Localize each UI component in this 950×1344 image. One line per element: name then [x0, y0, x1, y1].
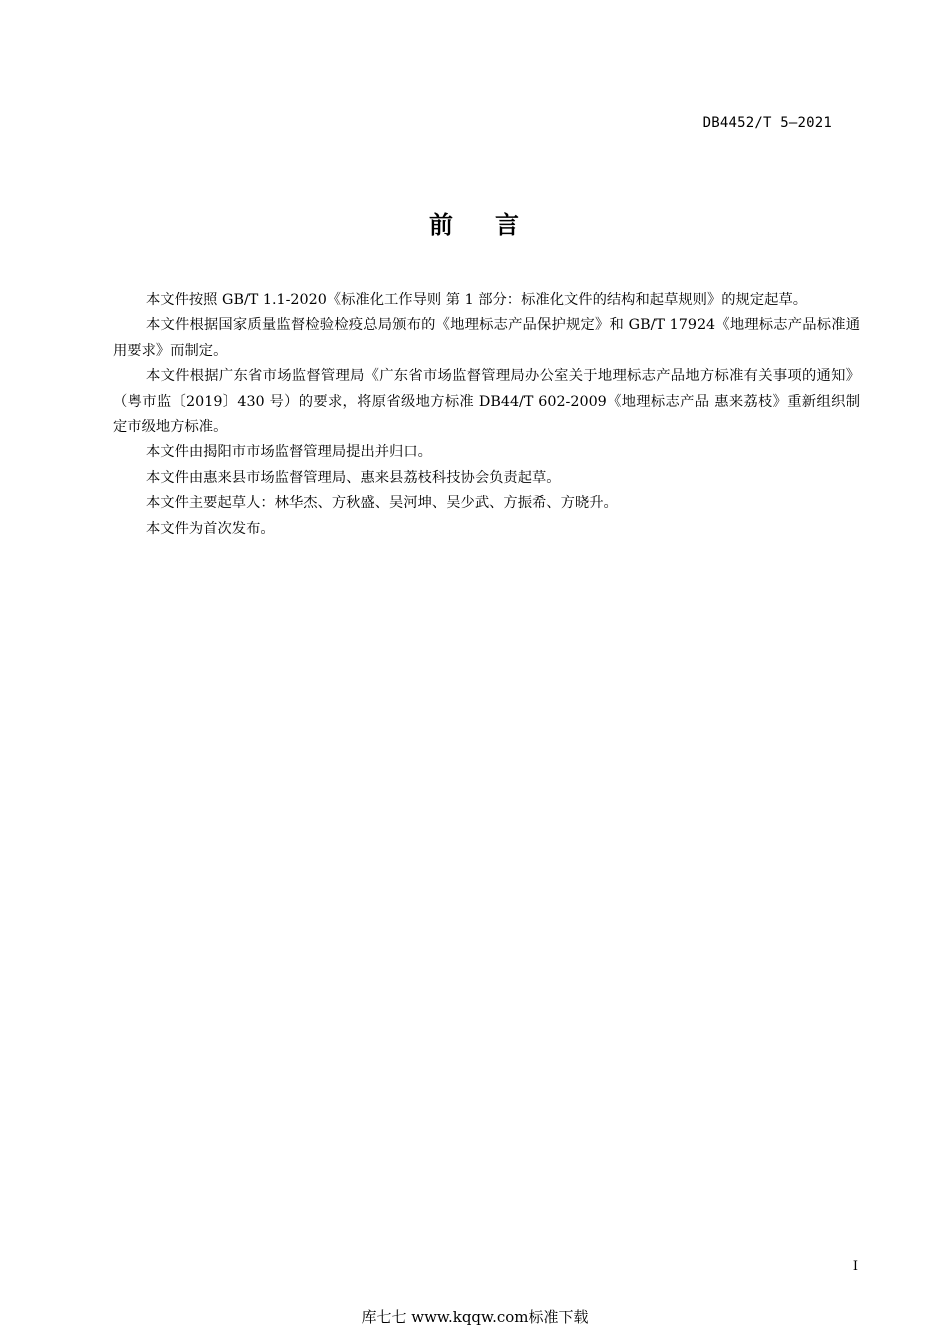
- paragraph: 本文件由揭阳市市场监督管理局提出并归口。: [146, 444, 432, 461]
- document-code: DB4452/T 5—2021: [702, 115, 832, 131]
- foreword-body: [113, 288, 860, 542]
- paragraph: 本文件由惠来县市场监督管理局、惠来县荔枝科技协会负责起草。: [146, 469, 561, 486]
- page-number: I: [852, 1259, 858, 1274]
- title-char-2: 言: [495, 211, 521, 239]
- watermark-text: 库七七 www.kqqw.com标准下载: [361, 1308, 589, 1326]
- paragraph: 本文件根据国家质量监督检验检疫总局颁布的《地理标志产品保护规定》和 GB/T 17924《地理标志产品标准通用要求》而制定。: [113, 317, 860, 359]
- paragraph: 本文件按照 GB/T 1.1-2020《标准化工作导则 第 1 部分：标准化文件的结构和起草规则》的规定起草。: [146, 292, 808, 308]
- page-title: [0, 205, 950, 240]
- paragraph: 本文件为首次发布。: [146, 520, 275, 537]
- paragraph: 本文件根据广东省市场监督管理局《广东省市场监督管理局办公室关于地理标志产品地方标准有关事项的通知》（粤市监〔2019〕430 号）的要求，将原省级地方标准 DB44/T 602-2009《地理标志产品 惠来荔枝》重新组织制定市级地方标准。: [113, 368, 860, 436]
- title-char-1: 前: [429, 211, 455, 239]
- paragraph: 本文件主要起草人：林华杰、方秋盛、吴河坤、吴少武、方振希、方晓升。: [146, 495, 618, 512]
